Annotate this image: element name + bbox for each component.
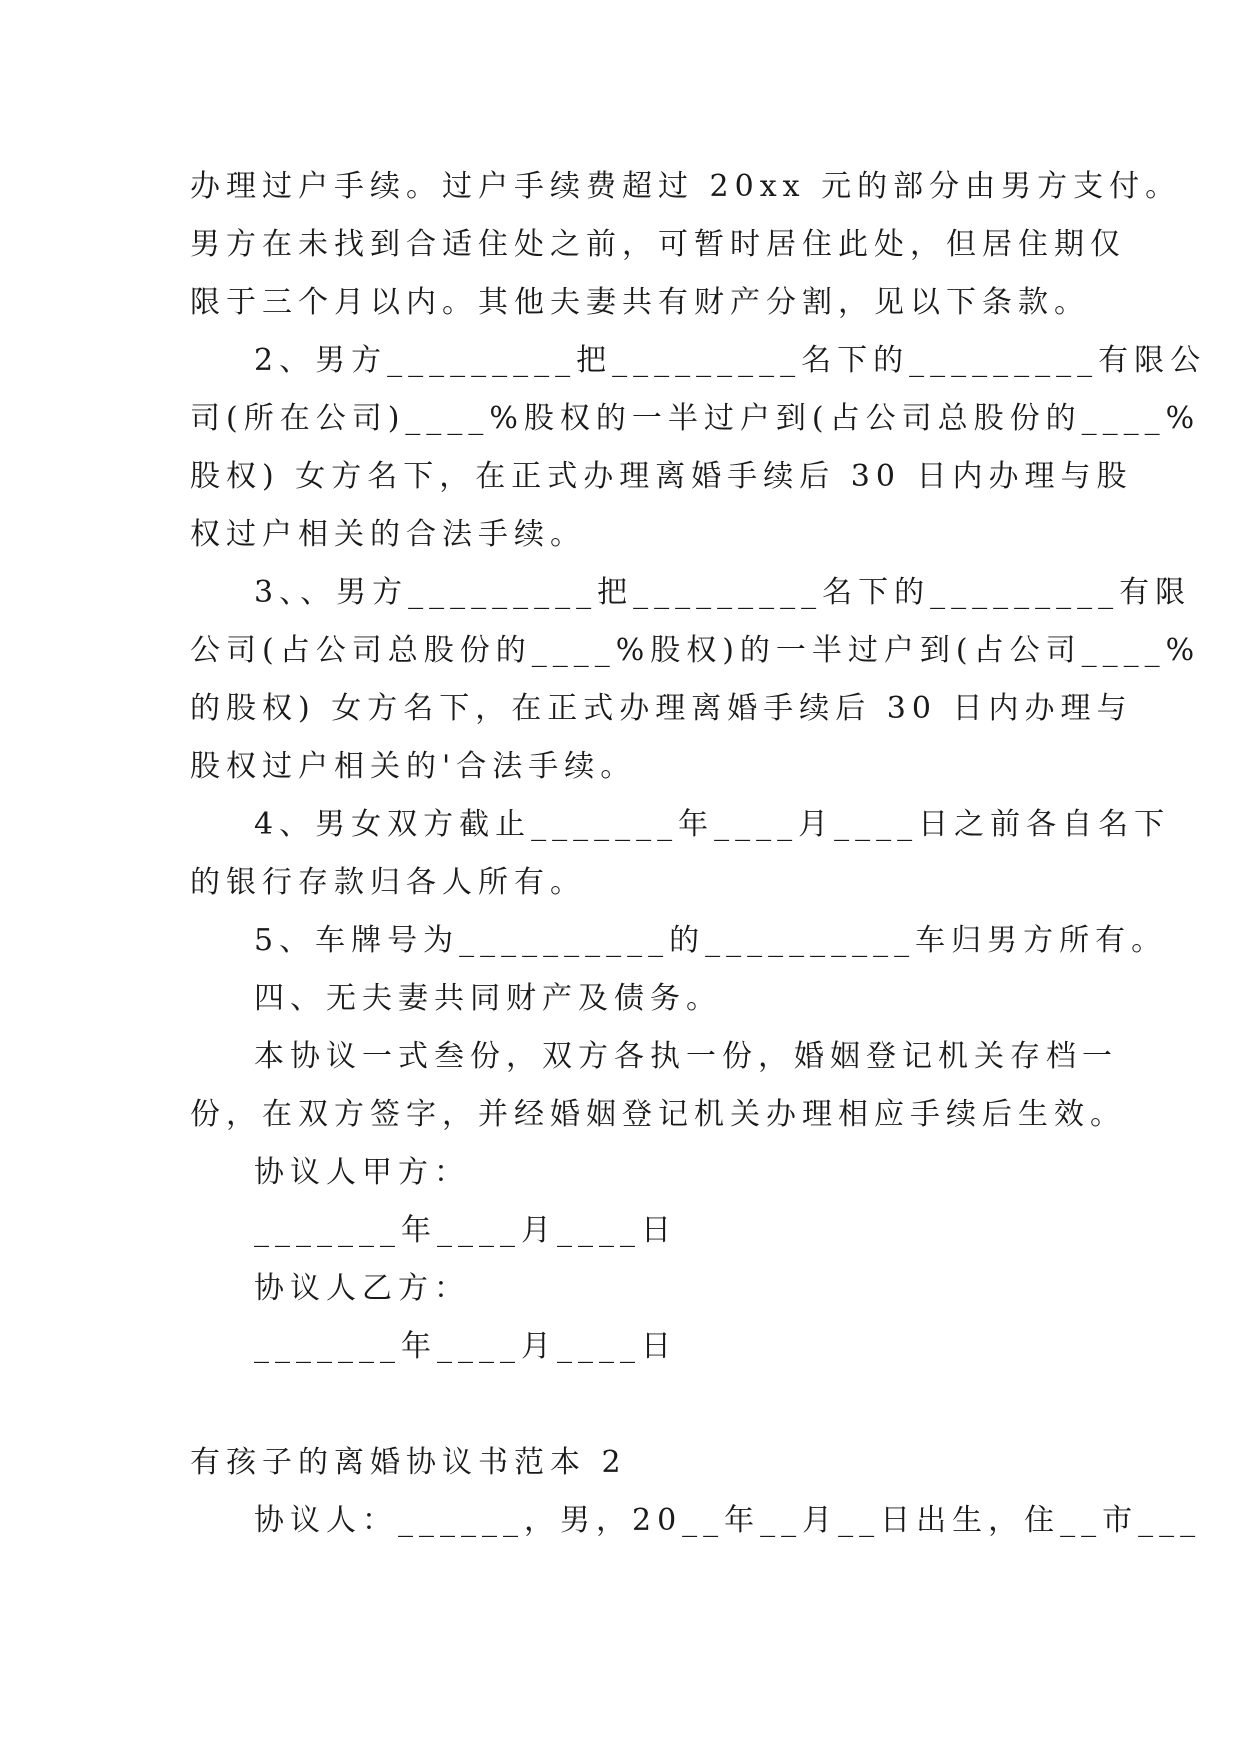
document-body	[190, 158, 1207, 1550]
clause-3-line: 3、、男方_________把_________名下的_________有限	[254, 575, 1192, 610]
clause-2-line: 2、男方_________把_________名下的_________有限公	[254, 343, 1207, 378]
text-line: 司(所在公司)____%股权的一半过户到(占公司总股份的____%	[190, 401, 1201, 436]
text-line: 份，在双方签字，并经婚姻登记机关办理相应手续后生效。	[190, 1097, 1126, 1132]
agreement-party-line: 协议人：______，男，20__年__月__日出生，住__市___	[254, 1503, 1202, 1538]
section-4-line: 四、无夫妻共同财产及债务。	[254, 981, 722, 1016]
clause-4-line: 4、男女双方截止_______年____月____日之前各自名下	[254, 807, 1171, 842]
party-a-date: _______年____月____日	[254, 1213, 677, 1248]
text-line: 男方在未找到合适住处之前，可暂时居住此处，但居住期仅	[190, 227, 1126, 262]
text-line: 的股权) 女方名下，在正式办理离婚手续后 30 日内办理与	[190, 691, 1133, 726]
text-line: 办理过户手续。过户手续费超过 20xx 元的部分由男方支付。	[190, 169, 1182, 204]
party-b-label: 协议人乙方：	[254, 1271, 470, 1306]
party-b-date: _______年____月____日	[254, 1329, 677, 1364]
party-a-label: 协议人甲方：	[254, 1155, 470, 1190]
text-line: 公司(占公司总股份的____%股权)的一半过户到(占公司____%	[190, 633, 1201, 668]
section-title: 有孩子的离婚协议书范本 2	[190, 1445, 627, 1480]
text-line: 股权过户相关的'合法手续。	[190, 749, 637, 784]
text-line: 股权) 女方名下，在正式办理离婚手续后 30 日内办理与股	[190, 459, 1133, 494]
copies-clause-line: 本协议一式叁份，双方各执一份，婚姻登记机关存档一	[254, 1039, 1118, 1074]
text-line: 权过户相关的合法手续。	[190, 517, 586, 552]
text-line: 的银行存款归各人所有。	[190, 865, 586, 900]
clause-5-line: 5、车牌号为__________的__________车归男方所有。	[254, 923, 1168, 958]
section-gap	[190, 1376, 1070, 1434]
text-line: 限于三个月以内。其他夫妻共有财产分割，见以下条款。	[190, 285, 1090, 320]
